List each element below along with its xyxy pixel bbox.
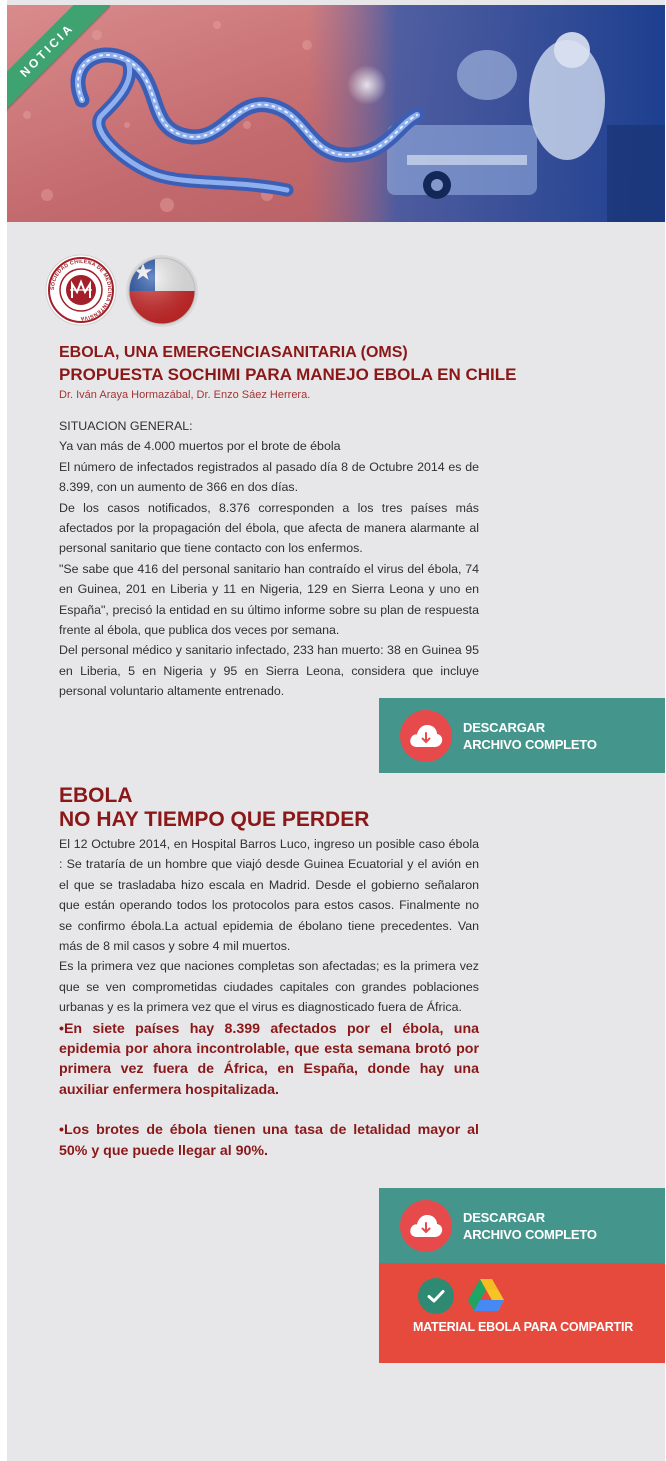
hero-banner bbox=[7, 5, 665, 222]
article1-paragraph: Del personal médico y sanitario infectado, 233 han muerto: 38 en Guinea 95 en Liberia, 5 en Nigeria y 95 en Sierra Leona, considera que incluye personal voluntario altamente entrenado. bbox=[59, 643, 479, 699]
sochimi-logo bbox=[45, 254, 117, 326]
share-material-label: MATERIAL EBOLA PARA COMPARTIR bbox=[412, 1320, 634, 1334]
sochimi-ring-text: SOCIEDAD CHILENA DE MEDICINA INTENSIVA bbox=[49, 258, 113, 322]
share-material-button[interactable] bbox=[379, 1263, 665, 1363]
download-full-file-button-2[interactable] bbox=[379, 1188, 665, 1263]
newsletter-page bbox=[7, 0, 665, 1461]
cloud-download-icon bbox=[400, 1200, 452, 1252]
article1-body bbox=[59, 416, 479, 702]
chile-flag-icon bbox=[125, 254, 199, 328]
check-icon bbox=[418, 1278, 454, 1314]
download-label-line2: ARCHIVO COMPLETO bbox=[463, 736, 597, 752]
news-ribbon-label: NOTICIA bbox=[7, 5, 110, 115]
article2-body bbox=[59, 834, 479, 1161]
article1-title: EBOLA, UNA EMERGENCIASANITARIA (OMS) bbox=[59, 344, 408, 361]
article1-paragraph: De los casos notificados, 8.376 corresponden a los tres países más afectados por la propagación del ébola, que afecta de manera alarmante al personal sanitario que tiene contacto con los enfermos. bbox=[59, 500, 479, 556]
article2-title: EBOLA bbox=[59, 784, 133, 807]
article2-highlight: •Los brotes de ébola tienen una tasa de letalidad mayor al 50% y que puede llegar al 90%. bbox=[59, 1122, 479, 1159]
article1-paragraph: "Se sabe que 416 del personal sanitario han contraído el virus del ébola, 74 en Guinea, 201 en Liberia y 11 en Nigeria, 129 en Sierra Leona y uno en España", precisó la entidad en su último informe sobre su plan de respuesta frente al ébola, que publica dos veces por semana. bbox=[59, 561, 479, 638]
download-button-label bbox=[463, 1209, 597, 1243]
article1-paragraph: Ya van más de 4.000 muertos por el brote de ébola bbox=[59, 439, 341, 454]
article1-authors: Dr. Iván Araya Hormazábal, Dr. Enzo Sáez Herrera. bbox=[59, 389, 311, 401]
download-label-line1: DESCARGAR bbox=[463, 719, 545, 735]
news-ribbon bbox=[7, 5, 110, 115]
google-drive-icon bbox=[467, 1278, 505, 1317]
download-button-label bbox=[463, 719, 597, 753]
download-full-file-button[interactable] bbox=[379, 698, 665, 773]
article2-paragraph: El 12 Octubre 2014, en Hospital Barros Luco, ingreso un posible caso ébola : Se trataría de un hombre que viajó desde Guinea Ecuatorial y el avión en el que se trasladaba hizo escala en Madrid. Desde el gobierno señalaron que están operando todos los protocolos para estos casos. Finalmente no se confirmo ébola.La actual epidemia de ébolano tiene precedentes. Van más de 8 mil casos y sobre 4 mil muertos. bbox=[59, 837, 479, 954]
article1-subtitle: PROPUESTA SOCHIMI PARA MANEJO EBOLA EN CHILE bbox=[59, 365, 517, 384]
article2-highlight: •En siete países hay 8.399 afectados por el ébola, una epidemia por ahora incontrolable, que esta semana brotó por primera vez fuera de África, en España, donde hay una auxiliar enfermera hospitalizada. bbox=[59, 1020, 479, 1098]
cloud-download-icon bbox=[400, 710, 452, 762]
download-label-line1: DESCARGAR bbox=[463, 1209, 545, 1225]
article2-subtitle: NO HAY TIEMPO QUE PERDER bbox=[59, 808, 370, 831]
article1-paragraph: SITUACION GENERAL: bbox=[59, 419, 193, 433]
download-label-line2: ARCHIVO COMPLETO bbox=[463, 1226, 597, 1242]
article1-paragraph: El número de infectados registrados al pasado día 8 de Octubre 2014 es de 8.399, con un aumento de 366 en dos días. bbox=[59, 459, 479, 495]
article2-paragraph: Es la primera vez que naciones completas son afectadas; es la primera vez que se ven comprometidas ciudades capitales con grandes poblaciones urbanas y es la primera vez que el virus es diagnosticado fuera de África. bbox=[59, 959, 479, 1015]
